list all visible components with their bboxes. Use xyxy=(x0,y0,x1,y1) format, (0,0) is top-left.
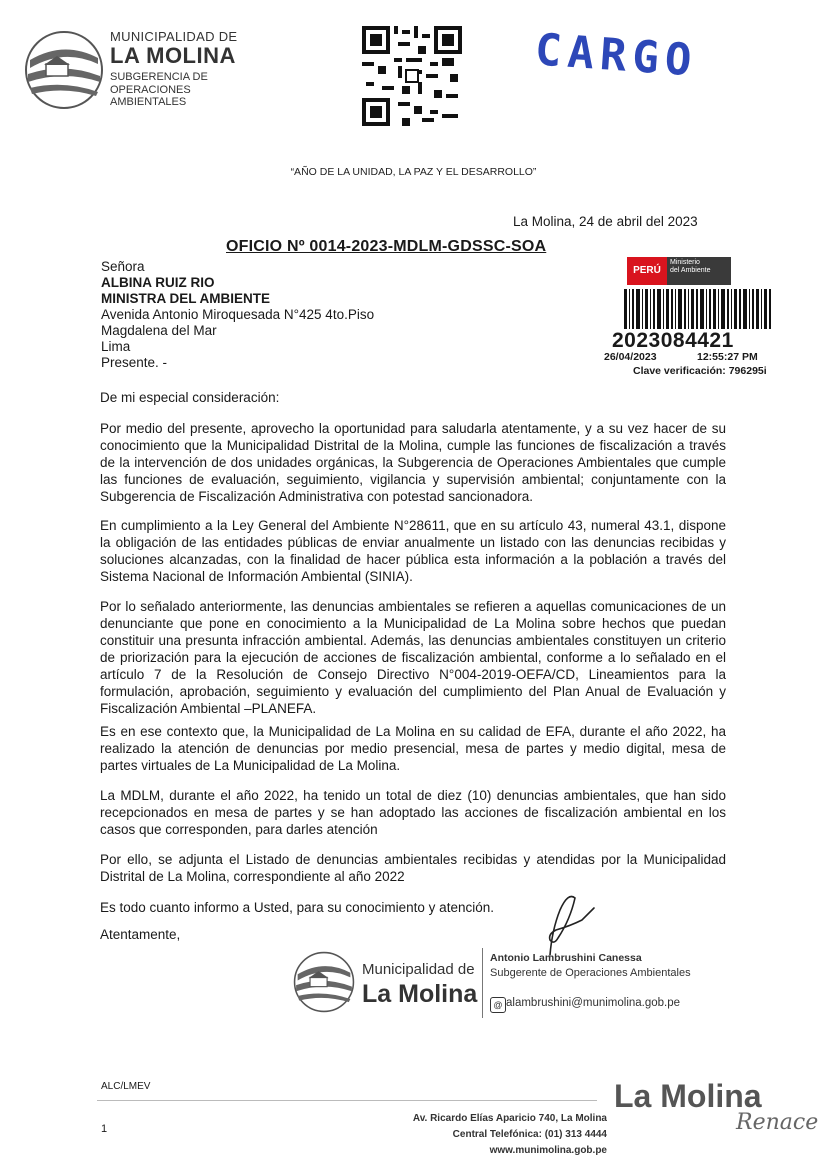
recipient-block xyxy=(101,259,374,371)
cargo-stamp: CARGO xyxy=(533,24,700,87)
recipient-address-line1: Avenida Antonio Miroquesada N°425 4to.Piso xyxy=(101,307,375,322)
signer-role: Subgerente de Operaciones Ambientales xyxy=(490,967,691,979)
greeting: De mi especial consideración: xyxy=(100,390,280,405)
footer-divider xyxy=(97,1100,597,1101)
paragraph-7: Es todo cuanto informo a Usted, para su conocimiento y atención. xyxy=(100,900,494,915)
logo-subline-3: AMBIENTALES xyxy=(110,96,187,109)
municipality-logo xyxy=(24,30,104,110)
logo-line3 xyxy=(110,71,237,109)
oficio-number: OFICIO Nº 0014-2023-MDLM-GDSSC-SOA xyxy=(226,238,547,255)
signature-divider xyxy=(482,948,483,1018)
verification-key: Clave verificación: 796295i xyxy=(633,365,767,377)
recipient-title: MINISTRA DEL AMBIENTE xyxy=(101,291,271,306)
paragraph-5: La MDLM, durante el año 2022, ha tenido un total de diez (10) denuncias ambientales, que han sido recepcionados en mesa de partes y se han adoptado las acciones de fiscalización ambiental en los casos que corresponden, para darles atención xyxy=(100,788,726,837)
logo-line2: LA MOLINA xyxy=(110,43,236,68)
page-number: 1 xyxy=(101,1123,108,1135)
logo-line1: MUNICIPALIDAD DE xyxy=(110,29,238,44)
paragraph-3: Por lo señalado anteriormente, las denuncias ambientales se refieren a aquellas comunicaciones de un denunciante que pone en conocimiento a la Municipalidad de La Molina sobre hechos que puedan constituir una presunta infracción ambiental. Además, las denuncias ambientales constituyen un criterio de priorización para la ejecución de acciones de fiscalización ambiental, conforme a lo señalado en el artículo 7 de la Resolución de Consejo Directivo N°004-2019-OEFA/CD, Lineamientos para la formulación, aprobación, seguimiento y evaluación del cumplimiento del Plan Anual de Evaluación y Fiscalización Ambiental –PLANEFA. xyxy=(100,599,726,716)
signer-name: Antonio Lambrushini Canessa xyxy=(490,952,642,964)
footer-phone: Central Telefónica: (01) 313 4444 xyxy=(452,1129,607,1140)
barcode-icon xyxy=(624,289,774,329)
peru-label: PERÚ xyxy=(627,257,667,285)
year-motto: “AÑO DE LA UNIDAD, LA PAZ Y EL DESARROLLO” xyxy=(290,166,537,178)
ministry-label-line1: Ministerio xyxy=(670,259,700,266)
seal-text-line2: La Molina xyxy=(362,980,478,1008)
recipient-presente: Presente. - xyxy=(101,355,168,370)
recipient-city: Lima xyxy=(101,339,131,354)
paragraph-4: Es en ese contexto que, la Municipalidad de La Molina en su calidad de EFA, durante el año 2022, ha realizado la atención de denuncias por medio presencial, mesa de partes y medio digital, mesa de partes virtuales de La Municipalidad de La Molina. xyxy=(100,724,726,773)
signer-email[interactable]: alambrushini@munimolina.gob.pe xyxy=(506,997,681,1009)
footer-brand: La Molina xyxy=(614,1078,762,1114)
registry-number: 2023084421 xyxy=(612,329,734,352)
qr-code-icon xyxy=(362,26,462,126)
registry-time: 12:55:27 PM xyxy=(697,351,758,363)
recipient-address-line2: Magdalena del Mar xyxy=(101,323,217,338)
seal-text-line1: Municipalidad de xyxy=(362,961,475,978)
footer-website[interactable]: www.munimolina.gob.pe xyxy=(489,1145,607,1156)
footer-address: Av. Ricardo Elías Aparicio 740, La Molina xyxy=(412,1113,607,1124)
footer-contact xyxy=(407,1111,607,1159)
paragraph-2: En cumplimiento a la Ley General del Ambiente N°28611, que en su artículo 43, numeral 43.1, dispone la obligación de las entidades públicas de enviar anualmente un listado con las denuncias recibidas y soluciones alcanzadas, con la finalidad de hacer pública esta información a la población a través del Sistema Nacional de Información Ambiental (SINIA). xyxy=(100,518,726,584)
logo-subline-1: SUBGERENCIA DE xyxy=(110,71,208,83)
reference-initials: ALC/LMEV xyxy=(101,1081,151,1092)
municipality-seal xyxy=(293,951,355,1013)
ministry-label-line2: del Ambiente xyxy=(670,267,711,274)
logo-subline-2: OPERACIONES xyxy=(110,83,191,96)
footer-slogan: Renace xyxy=(736,1110,819,1135)
handwritten-signature xyxy=(520,890,600,960)
header-logo-text xyxy=(110,30,237,109)
letter-date: La Molina, 24 de abril del 2023 xyxy=(513,214,698,229)
registry-date: 26/04/2023 xyxy=(604,351,657,363)
recipient-name: ALBINA RUIZ RIO xyxy=(101,275,215,290)
closing: Atentamente, xyxy=(100,927,181,942)
email-icon: @ xyxy=(490,997,506,1013)
recipient-salutation: Señora xyxy=(101,259,145,274)
paragraph-1: Por medio del presente, aprovecho la oportunidad para saludarla atentamente, y a su vez hacer de su conocimiento que la Municipalidad Distrital de la Molina, cumple las funciones de fiscalización a través de la intervención de dos unidades orgánicas, la Subgerencia de Operaciones Ambientales que cumple las funciones de evaluación, seguimiento, vigilancia y supervisión ambiental; conjuntamente con la Subgerencia de Fiscalización Administrativa con potestad sancionadora. xyxy=(100,421,726,504)
ministry-label xyxy=(670,259,710,275)
paragraph-6: Por ello, se adjunta el Listado de denuncias ambientales recibidas y atendidas por la Municipalidad Distrital de La Molina, correspondiente al año 2022 xyxy=(100,852,726,884)
